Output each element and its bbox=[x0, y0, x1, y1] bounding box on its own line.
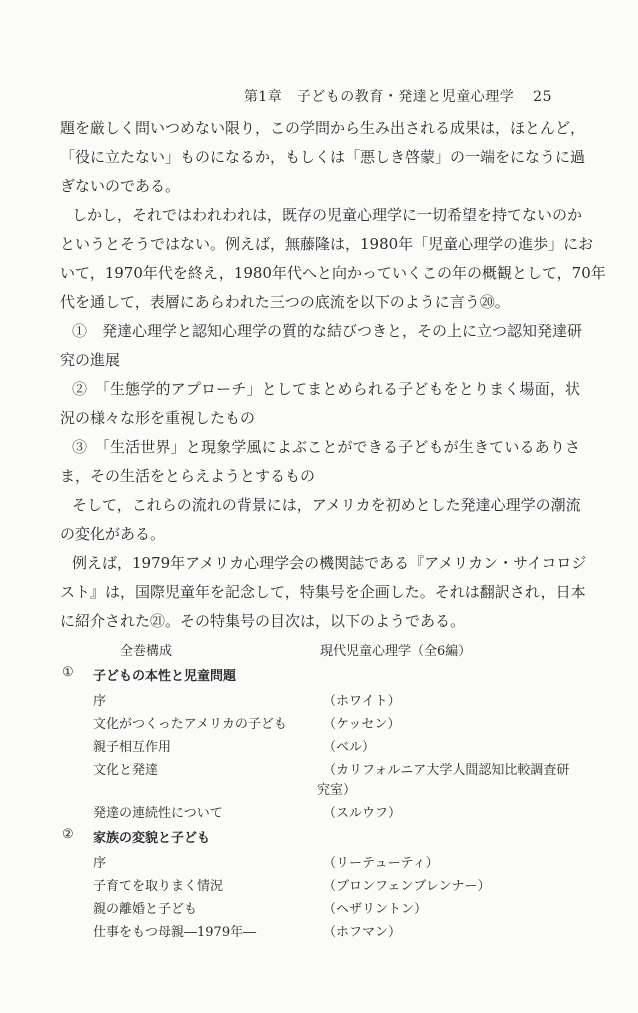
toc-item-author: （リーテューティ） bbox=[323, 856, 439, 871]
toc-item-title: 文化と発達 bbox=[93, 763, 159, 778]
toc-item-author: （ヘザリントン） bbox=[323, 902, 428, 917]
text-line: 代を通して，表層にあらわれた三つの底流を以下のように言う⑳。 bbox=[60, 293, 510, 311]
text-line: の変化がある。 bbox=[60, 525, 166, 543]
text-line: そして，これらの流れの背景には，アメリカを初めとした発達心理学の潮流 bbox=[72, 496, 581, 514]
toc-item-title: 子育てを取りまく情況 bbox=[93, 879, 224, 894]
toc-item-author: （カリフォルニア大学人間認知比較調査研 bbox=[323, 763, 570, 778]
toc-item-title: 親子相互作用 bbox=[93, 740, 172, 755]
running-header bbox=[244, 86, 552, 106]
list-item-text: ③ 「生活世界」と現象学風によぶことができる子どもが生きているありさ bbox=[72, 438, 580, 456]
toc-right-heading: 現代児童心理学（全6編） bbox=[320, 644, 472, 659]
toc-item-title: 親の離婚と子ども bbox=[93, 902, 198, 917]
toc-item-title: 序 bbox=[93, 694, 107, 709]
list-item-text: ま，その生活をとらえようとするもの bbox=[60, 467, 316, 485]
toc-item-title: 序 bbox=[93, 856, 107, 871]
toc-item-author-continued: 究室） bbox=[317, 783, 357, 798]
text-line: スト』は，国際児童年を記念して，特集号を企画した。それは翻訳され，日本 bbox=[60, 583, 586, 601]
text-line: いて，1970年代を終え，1980年代へと向かっていくこの年の概観として，70年 bbox=[60, 264, 606, 282]
text-line: に紹介された㉑。その特集号の目次は，以下のようである。 bbox=[60, 612, 466, 630]
list-item-text: 況の様々な形を重視したもの bbox=[60, 409, 256, 427]
list-item-text: ① 発達心理学と認知心理学の質的な結びつきと，その上に立つ認知発達研 bbox=[72, 322, 583, 340]
toc-item-author: （スルウフ） bbox=[323, 806, 402, 821]
running-title: 第1章 子どもの教育・発達と児童心理学 bbox=[243, 89, 515, 105]
toc-item-author: （ホフマン） bbox=[323, 925, 402, 940]
toc-item-title: 文化がつくったアメリカの子ども bbox=[93, 717, 287, 732]
text-line: ぎないのである。 bbox=[60, 177, 181, 195]
toc-item-author: （ホワイト） bbox=[323, 694, 401, 709]
toc-section-title: 子どもの本性と児童問題 bbox=[93, 669, 237, 684]
toc-section-title: 家族の変貌と子ども bbox=[93, 831, 211, 846]
toc-item-title: 仕事をもつ母親―1979年― bbox=[93, 925, 257, 940]
toc-left-heading: 全巻構成 bbox=[120, 644, 173, 659]
list-item-text: 究の進展 bbox=[60, 351, 121, 369]
text-line: しかし，それではわれわれは，既存の児童心理学に一切希望を持てないのか bbox=[72, 206, 583, 224]
text-line: というとそうではない。例えば，無藤隆は，1980年「児童心理学の進歩」にお bbox=[60, 235, 594, 253]
toc-item-title: 発達の連続性について bbox=[93, 806, 223, 821]
toc-item-author: （ベル） bbox=[323, 740, 376, 755]
list-item-text: ② 「生態学的アプローチ」としてまとめられる子どもをとりまく場面，状 bbox=[72, 380, 580, 398]
text-line: 「役に立たない」ものになるか，もしくは「悪しき啓蒙」の一端をになうに過 bbox=[60, 148, 586, 166]
toc-section-number: ① bbox=[62, 665, 74, 680]
toc-item-author: （ブロンフェンブレンナー） bbox=[323, 879, 491, 894]
page-number: 25 bbox=[533, 89, 552, 105]
toc-item-author: （ケッセン） bbox=[323, 717, 401, 732]
text-line: 例えば，1979年アメリカ心理学会の機関誌である『アメリカン・サイコロジ bbox=[72, 554, 587, 572]
toc-section-number: ② bbox=[62, 827, 74, 842]
text-line: 題を厳しく問いつめない限り，この学問から生み出される成果は，ほとんど， bbox=[60, 119, 586, 137]
